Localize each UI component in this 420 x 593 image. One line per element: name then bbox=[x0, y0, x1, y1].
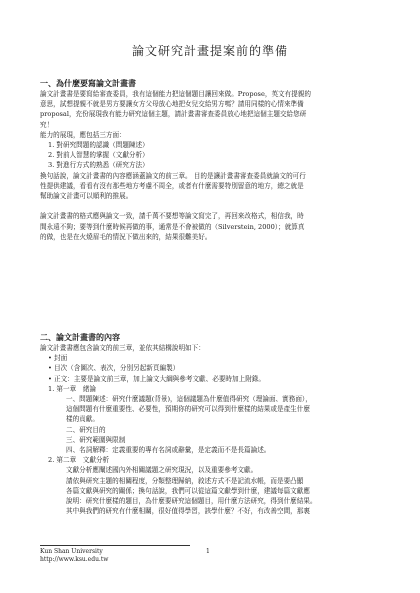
paragraph-line: 能力的展現，應包括三方面： bbox=[40, 130, 126, 139]
section-heading-1: 一、為什麼要寫論文計畫書 bbox=[40, 78, 136, 88]
section-heading-2: 二、論文計畫書的內容 bbox=[40, 332, 120, 342]
page-title: 論文研究計畫提案前的準備 bbox=[131, 44, 288, 58]
footer-rule bbox=[40, 545, 190, 546]
paragraph-line: 樣的貢獻。 bbox=[66, 415, 99, 424]
paragraph-line: • 正文：主要是論文前三章，加上論文大綱與參考文獻、必要時加上附錄。 bbox=[48, 374, 265, 383]
paragraph-line: 論文計畫書的格式應與論文一致，請千萬不要想等論文寫完了，再回來改格式，相信我，時 bbox=[40, 212, 304, 221]
paragraph-line: 性提供建議，看看有沒有那些地方考慮不周全，或者有什麼需要特別留意的地方，總之就是 bbox=[40, 181, 304, 190]
paragraph-line: 間永遠不夠；要等到什麼時候再做的事，通常是不會被做的（Silverstein, 2000）；就算真 bbox=[40, 222, 305, 231]
paragraph-line: 意思，試想提親不就是男方要讓女方父母放心地把女兒交給男方嗎？請用同樣的心情來準備 bbox=[40, 100, 304, 109]
paragraph-line: • 目次（含圖次、表次，分別另起新頁編製） bbox=[48, 364, 180, 373]
paragraph-line: 1. 第一章 緒論 bbox=[48, 384, 96, 393]
paragraph-line: 說明：研究什麼樣的題目，為什麼要研究這個題目，用什麼方法研究，得到什麼結果。 bbox=[66, 497, 317, 505]
paragraph-line: 各篇文獻與研究的關係；換句話說，我們可以從這篇文獻學到什麼，建議每篇文獻應 bbox=[66, 486, 310, 495]
paragraph-line: 論文計畫書應包含論文的前三章，並依其結構說明如下： bbox=[40, 344, 205, 352]
paragraph-line: 請依與研究主題的相關程度，分類整理歸納，敘述方式不是記流水帳，而是要凸顯 bbox=[66, 476, 304, 485]
paragraph-line: 三、研究範圍與限制 bbox=[66, 435, 126, 444]
paragraph-line: 2. 對前人智慧的掌握（文獻分析） bbox=[48, 151, 149, 160]
paragraph-line: proposal，充份展現我有能力研究這個主題，請計畫書審查委員放心地把這個主題交給您研 bbox=[40, 110, 307, 119]
paragraph-line: • 封面 bbox=[48, 354, 68, 363]
paragraph-line: 其中與我們的研究有什麼相關，很好值得學習，該學什麼？不好，有改善空間，那裏 bbox=[66, 507, 310, 516]
paragraph-line: 論文計畫書是要寫給審查委員，我有這個能力把這個題目讓回來做。Propose，英文有提親的 bbox=[40, 90, 312, 98]
paragraph-line: 幫助論文計畫可以順利的推展。 bbox=[40, 192, 133, 200]
paragraph-line: 1. 對研究問題的認識（問題陳述） bbox=[48, 141, 149, 149]
paragraph-line: 這個問題有什麼重要性、必要性，預期你的研究可以得到什麼樣的結果或是產生什麼 bbox=[66, 405, 310, 414]
paragraph-line: 究！ bbox=[40, 120, 54, 129]
paragraph-line: 換句話說，論文計畫書的內容應涵蓋論文的前三章。 目的是讓計畫書審查委員就論文的可行 bbox=[40, 171, 306, 180]
page-number: 1 bbox=[206, 548, 210, 555]
footer-org: Kun Shan University bbox=[40, 548, 103, 555]
paragraph-line: 二、研究目的 bbox=[66, 425, 106, 434]
paragraph-line: 的做，也是在火燒眉毛的情況下做出來的，結果很難美好。 bbox=[40, 232, 212, 241]
paragraph-line: 3. 對進行方式的熟悉（研究方法） bbox=[48, 161, 149, 170]
paragraph-line: 2. 第二章 文獻分析 bbox=[48, 456, 110, 465]
paragraph-line: 四、名詞解釋：定義重要的專有名詞或辭彙，是定義而不是長篇論述。 bbox=[66, 446, 271, 454]
paragraph-line: 一、問題陳述：研究什麼議題(背景)，這個議題為什麼值得研究（理論面、實務面）， bbox=[66, 395, 312, 403]
paragraph-line: 文獻分析應闡述國內外相關議題之研究現況，以及重要參考文獻。 bbox=[66, 466, 258, 475]
footer-url: http://www.ksu.edu.tw bbox=[40, 556, 109, 563]
